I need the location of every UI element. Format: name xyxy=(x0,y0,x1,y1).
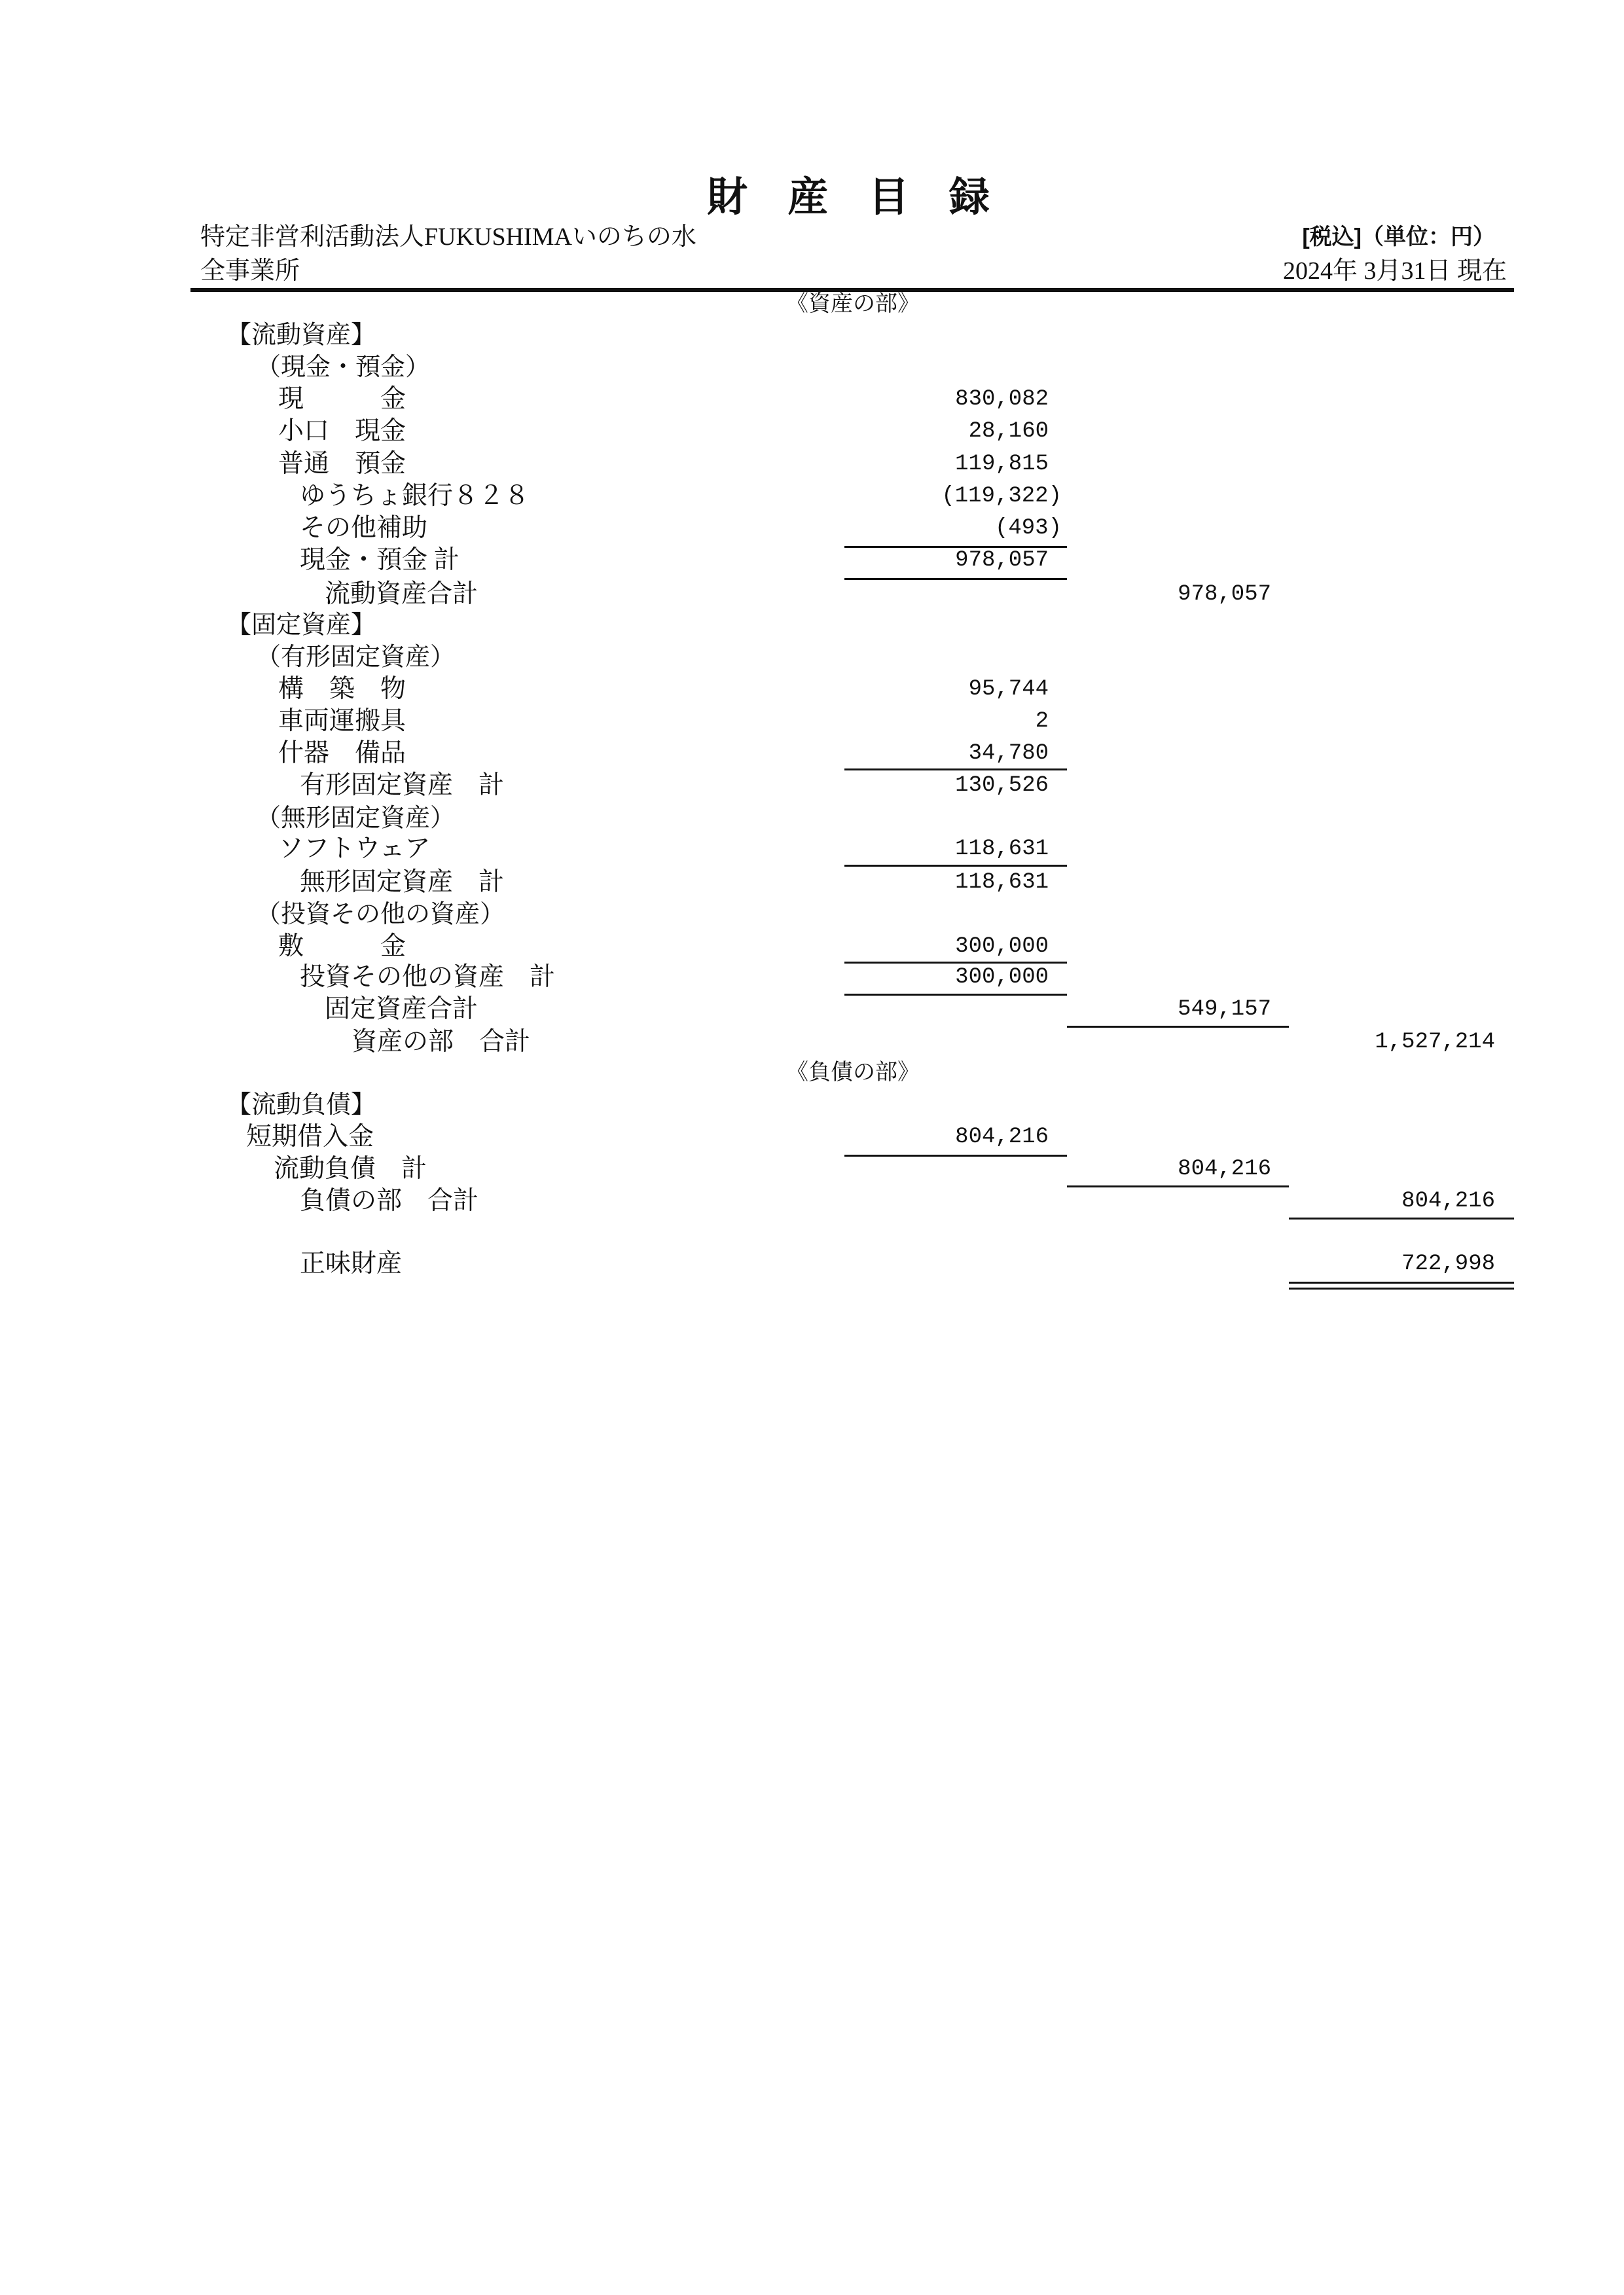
item-label-yucho-bank: ゆうちょ銀行８２８ xyxy=(300,482,530,510)
current-assets-heading: 【流動資産】 xyxy=(226,321,376,349)
liabilities-total-amount: 804,216 xyxy=(1401,1189,1495,1214)
item-label-fixtures: 什器 備品 xyxy=(278,739,406,767)
assets-total-amount: 1,527,214 xyxy=(1375,1030,1495,1055)
total-underline xyxy=(1067,1185,1289,1187)
cash-deposits-heading: （現金・預金） xyxy=(256,353,431,381)
liabilities-part-heading: 《負債の部》 xyxy=(786,1060,920,1085)
item-label-ordinary-deposit: 普通 預金 xyxy=(278,450,406,478)
investments-subtotal-label: 投資その他の資産 計 xyxy=(300,963,556,991)
item-amount-petty-cash: 28,160 xyxy=(968,419,1049,444)
current-liabilities-total-amount: 804,216 xyxy=(1178,1157,1271,1182)
item-amount-short-term-loans: 804,216 xyxy=(955,1125,1049,1149)
item-label-other-auxiliary: その他補助 xyxy=(300,514,428,542)
item-amount-ordinary-deposit: 119,815 xyxy=(955,452,1049,477)
cash-deposits-subtotal-amount: 978,057 xyxy=(955,548,1049,573)
item-label-petty-cash: 小口 現金 xyxy=(278,417,406,445)
double-underline-bottom xyxy=(1289,1288,1514,1290)
item-label-deposits: 敷 金 xyxy=(278,932,406,960)
current-liabilities-total-label: 流動負債 計 xyxy=(274,1155,427,1183)
liabilities-total-label: 負債の部 合計 xyxy=(300,1187,479,1215)
tangible-subtotal-label: 有形固定資産 計 xyxy=(300,771,505,799)
item-label-structures: 構 築 物 xyxy=(278,675,406,703)
tax-unit-note: [税込]（単位：円） xyxy=(1302,225,1495,249)
item-amount-cash: 830,082 xyxy=(955,387,1049,412)
intangible-assets-heading: （無形固定資産） xyxy=(256,804,456,832)
current-assets-total-amount: 978,057 xyxy=(1178,582,1271,607)
fixed-assets-total-label: 固定資産合計 xyxy=(325,995,478,1023)
item-amount-vehicles: 2 xyxy=(1035,709,1049,734)
intangible-subtotal-amount: 118,631 xyxy=(955,870,1049,895)
assets-total-label: 資産の部 合計 xyxy=(352,1028,531,1056)
tangible-assets-heading: （有形固定資産） xyxy=(256,643,456,671)
subtotal-rule xyxy=(844,865,1067,867)
double-underline-top xyxy=(1289,1282,1514,1284)
scope-label: 全事業所 xyxy=(200,257,300,285)
item-amount-structures: 95,744 xyxy=(968,677,1049,702)
current-liabilities-heading: 【流動負債】 xyxy=(226,1091,376,1119)
document-title: 財 産 目 録 xyxy=(707,175,1004,220)
cash-deposits-subtotal-label: 現金・預金 計 xyxy=(300,546,460,574)
subtotal-underline xyxy=(844,1155,1067,1157)
item-amount-other-auxiliary: (493) xyxy=(994,516,1062,541)
subtotal-underline xyxy=(844,578,1067,580)
item-label-cash: 現 金 xyxy=(278,385,406,413)
investments-subtotal-amount: 300,000 xyxy=(955,965,1049,990)
fixed-assets-heading: 【固定資産】 xyxy=(226,611,376,639)
fixed-assets-total-amount: 549,157 xyxy=(1178,997,1271,1022)
item-amount-fixtures: 34,780 xyxy=(968,741,1049,766)
organization-name: 特定非営利活動法人FUKUSHIMAいのちの水 xyxy=(200,223,696,251)
total-underline xyxy=(1289,1218,1514,1220)
current-assets-total-label: 流動資産合計 xyxy=(325,580,478,608)
item-label-software: ソフトウェア xyxy=(278,835,431,863)
intangible-subtotal-label: 無形固定資産 計 xyxy=(300,868,505,896)
investments-heading: （投資その他の資産） xyxy=(256,901,505,928)
item-amount-yucho-bank: (119,322) xyxy=(941,484,1062,509)
subtotal-rule xyxy=(844,768,1067,770)
item-amount-software: 118,631 xyxy=(955,837,1049,861)
item-label-vehicles: 車両運搬具 xyxy=(278,707,406,735)
net-assets-amount: 722,998 xyxy=(1401,1252,1495,1276)
as-of-date: 2024年 3月31日 現在 xyxy=(1282,257,1507,285)
item-amount-deposits: 300,000 xyxy=(955,934,1049,959)
item-label-short-term-loans: 短期借入金 xyxy=(246,1123,374,1151)
assets-part-heading: 《資産の部》 xyxy=(786,292,920,316)
tangible-subtotal-amount: 130,526 xyxy=(955,773,1049,798)
subtotal-underline xyxy=(844,994,1067,996)
total-underline xyxy=(1067,1026,1289,1028)
net-assets-label: 正味財産 xyxy=(300,1250,403,1278)
